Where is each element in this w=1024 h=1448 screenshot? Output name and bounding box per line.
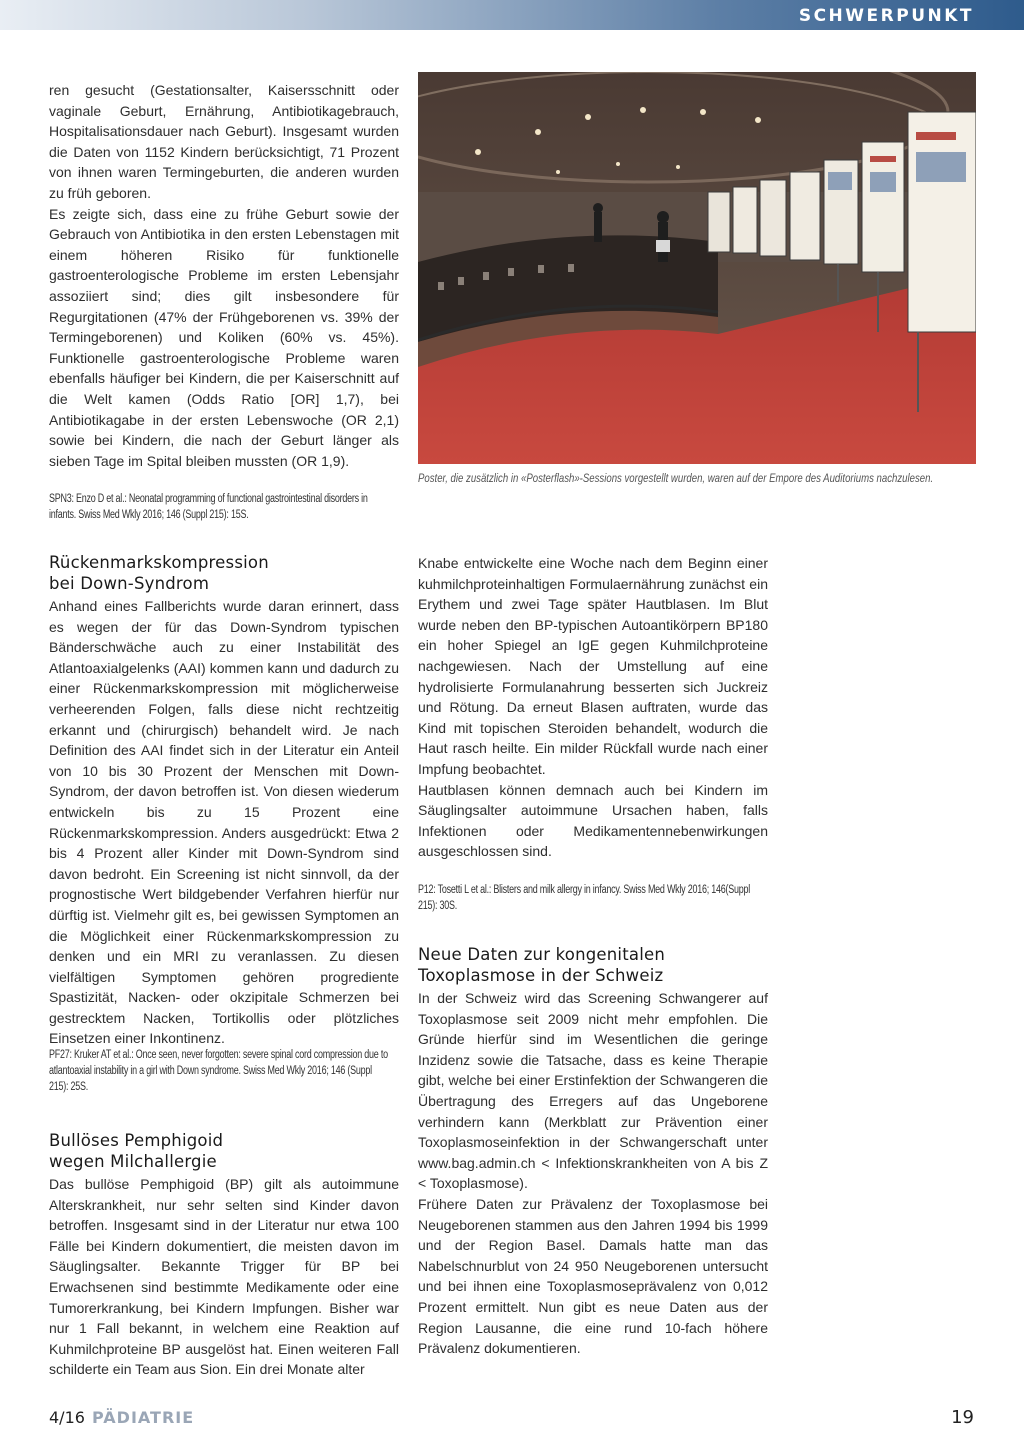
- reference-text: SPN3: Enzo D et al.: Neonatal programming of functional gastrointestinal disorders in infants. Swiss Med Wkly 2016; 146 (Suppl 215): 15S.: [49, 493, 368, 521]
- reference-spn3: [49, 491, 399, 523]
- reference-pf27: [49, 1047, 399, 1095]
- section-down-syndrome: [49, 552, 399, 1049]
- paragraph: Knabe entwickelte eine Woche nach dem Beginn einer kuhmilchproteinhaltigen Formulaernährung zunächst ein Erythem und zwei Tage später Hautblasen. Im Blut wurde neben den BP-typischen Autoantikörpern BP180 ein hoher Spiegel an IgE gegen Kuhmilchproteine nachgewiesen. Nach der Umstellung auf eine hydrolisierte Formulanahrung besserten sich Juckreiz und Rötung. Da erneut Blasen auftraten, wurde das Kind mit topischen Steroiden behandelt, wodurch die Haut rasch heilte. Ein milder Rückfall wurde nach einer Impfung beobachtet.: [418, 555, 768, 777]
- heading-line: wegen Milchallergie: [49, 1152, 217, 1171]
- section-pemphigoid: [49, 1130, 399, 1380]
- footer-issue: [49, 1408, 194, 1427]
- section-label: SCHWERPUNKT: [798, 6, 974, 26]
- left-column-intro: [49, 80, 399, 471]
- auditorium-photo: [418, 72, 976, 464]
- heading-line: Toxoplasmose in der Schweiz: [418, 966, 664, 985]
- issue-number: 4/16: [49, 1408, 85, 1427]
- paragraph: Frühere Daten zur Prävalenz der Toxoplasmose bei Neugeborenen stammen aus den Jahren 1994 bis 1999 und der Region Basel. Damals hatte man das Nabelschnurblut von 24 950 Neugeborenen untersucht und bei ihnen eine Toxoplasmoseprävalenz von 0,012 Prozent ermittelt. Nun gibt es neue Daten aus der Region Lausanne, die eine rund 10-fach höhere Prävalenz dokumentieren.: [418, 1195, 768, 1357]
- header-band: [0, 0, 1024, 30]
- section-heading: [49, 1130, 399, 1172]
- paragraph: In der Schweiz wird das Screening Schwangerer auf Toxoplasmose seit 2009 nicht mehr empfohlen. Die Gründe hierfür sind im Wesentlichen die geringe Inzidenz sowie die Tatsache, dass es keine Therapie gibt, welche bei einer Erstinfektion der Schwangeren die Übertragung des Erregers auf das Ungeborene verhindern kann (Merkblatt zur Prävention einer Toxoplasmoseinfektion in der Schwangerschaft unter www.bag.admin.ch < Infektionskrankheiten von A bis Z < Toxoplasmose).: [418, 990, 768, 1192]
- heading-line: Bullöses Pemphigoid: [49, 1131, 224, 1150]
- section-heading: [49, 552, 399, 594]
- paragraph: Das bullöse Pemphigoid (BP) gilt als autoimmune Alterskrankheit, nur sehr selten sind Kinder davon betroffen. Insgesamt sind in der Literatur nur etwa 100 Fälle bei Kindern dokumentiert, die meisten davon im Säuglingsalter. Bekannte Trigger für BP bei Erwachsenen sind bestimmte Medikamente oder eine Tumorerkrankung, bei Kindern Impfungen. Bisher war nur 1 Fall bekannt, in welchem eine Reaktion auf Kuhmilchproteine BP ausgelöst hat. Einen weiteren Fall schilderte ein Team aus Sion. Ein drei Monate alter: [49, 1176, 399, 1378]
- section-toxoplasmosis: [418, 944, 768, 1359]
- photo-caption: Poster, die zusätzlich in «Posterflash»-Sessions vorgestellt wurden, waren auf der Empore des Auditoriums nachzulesen.: [418, 471, 934, 485]
- paragraph: Anhand eines Fallberichts wurde daran erinnert, dass es wegen der für das Down-Syndrom typischen Bänderschwäche auch zu einer Instabilität des Atlantoaxialgelenks (AAI) kommen kann und dadurch zu einer Rückenmarkskompression mit möglicherweise verheerenden Folgen, falls diese nicht rechtzeitig erkannt und (chirurgisch) behandelt wird. Je nach Definition des AAI findet sich in der Literatur ein Anteil von 10 bis 30 Prozent der Menschen mit Down-Syndrom, der davon betroffen ist. Von diesen wiederum entwickeln bis zu 15 Prozent eine Rückenmarkskompression. Anders ausgedrückt: Etwa 2 bis 4 Prozent aller Kinder mit Down-Syndrom sind davon bedroht. Ein Screening ist nicht sinnvoll, da der prognostische Wert bildgebender Verfahren hierfür nur dürftig ist. Vielmehr gilt es, bei gewissen Symptomen an die Möglichkeit einer Rückenmarkskompression zu denken und ein MRI zu veranlassen. Zu diesen vielfältigen Symptomen gehören progrediente Spastizität, Nacken- oder okzipitale Schmerzen bei gestrecktem Nacken, Tortikollis oder plötzliches Einsetzen einer Inkontinenz.: [49, 598, 399, 1047]
- auditorium-photo-illustration: [418, 72, 976, 464]
- heading-line: Neue Daten zur kongenitalen: [418, 945, 665, 964]
- reference-p12: [418, 882, 768, 914]
- heading-line: bei Down-Syndrom: [49, 574, 210, 593]
- page-number: 19: [951, 1407, 974, 1428]
- heading-line: Rückenmarkskompression: [49, 553, 269, 572]
- magazine-name: PÄDIATRIE: [92, 1408, 195, 1427]
- section-heading: [418, 944, 768, 986]
- mid-column-pemphigoid-continued: [418, 553, 768, 862]
- reference-text: PF27: Kruker AT et al.: Once seen, never forgotten: severe spinal cord compression due to atlantoaxial instability in a girl with Down syndrome. Swiss Med Wkly 2016; 146 (Suppl 215): 25S.: [49, 1049, 388, 1093]
- reference-text: P12: Tosetti L et al.: Blisters and milk allergy in infancy. Swiss Med Wkly 2016; 146(Suppl 215): 30S.: [418, 884, 751, 912]
- paragraph: ren gesucht (Gestationsalter, Kaisersschnitt oder vaginale Geburt, Ernährung, Antibiotikagebrauch, Hospitalisationsdauer nach Geburt). Insgesamt wurden die Daten von 1152 Kindern berücksichtigt, 71 Prozent von ihnen waren Termingeburten, die anderen wurden zu früh geboren.: [49, 82, 399, 201]
- paragraph: Hautblasen können demnach auch bei Kindern im Säuglingsalter autoimmune Ursachen haben, falls Infektionen oder Medikamentennebenwirkungen ausgeschlossen sind.: [418, 781, 768, 860]
- paragraph: Es zeigte sich, dass eine zu frühe Geburt sowie der Gebrauch von Antibiotika in den ersten Lebenstagen mit einem höheren Risiko für funktionelle gastroenterologische Probleme im ersten Lebensjahr assoziiert sind; dies gilt insbesondere für Regurgitationen (47% der Frühgeborenen vs. 39% der Termingeborenen) und Koliken (60% vs. 45%). Funktionelle gastroenterologische Probleme waren ebenfalls häufiger bei Kindern, die per Kaiserschnitt auf die Welt kamen (Odds Ratio [OR] 1,7), bei Antibiotikagabe in der ersten Lebenswoche (OR 2,1) sowie bei Kindern, die nach der Geburt länger als sieben Tage im Spital bleiben mussten (OR 1,9).: [49, 205, 399, 469]
